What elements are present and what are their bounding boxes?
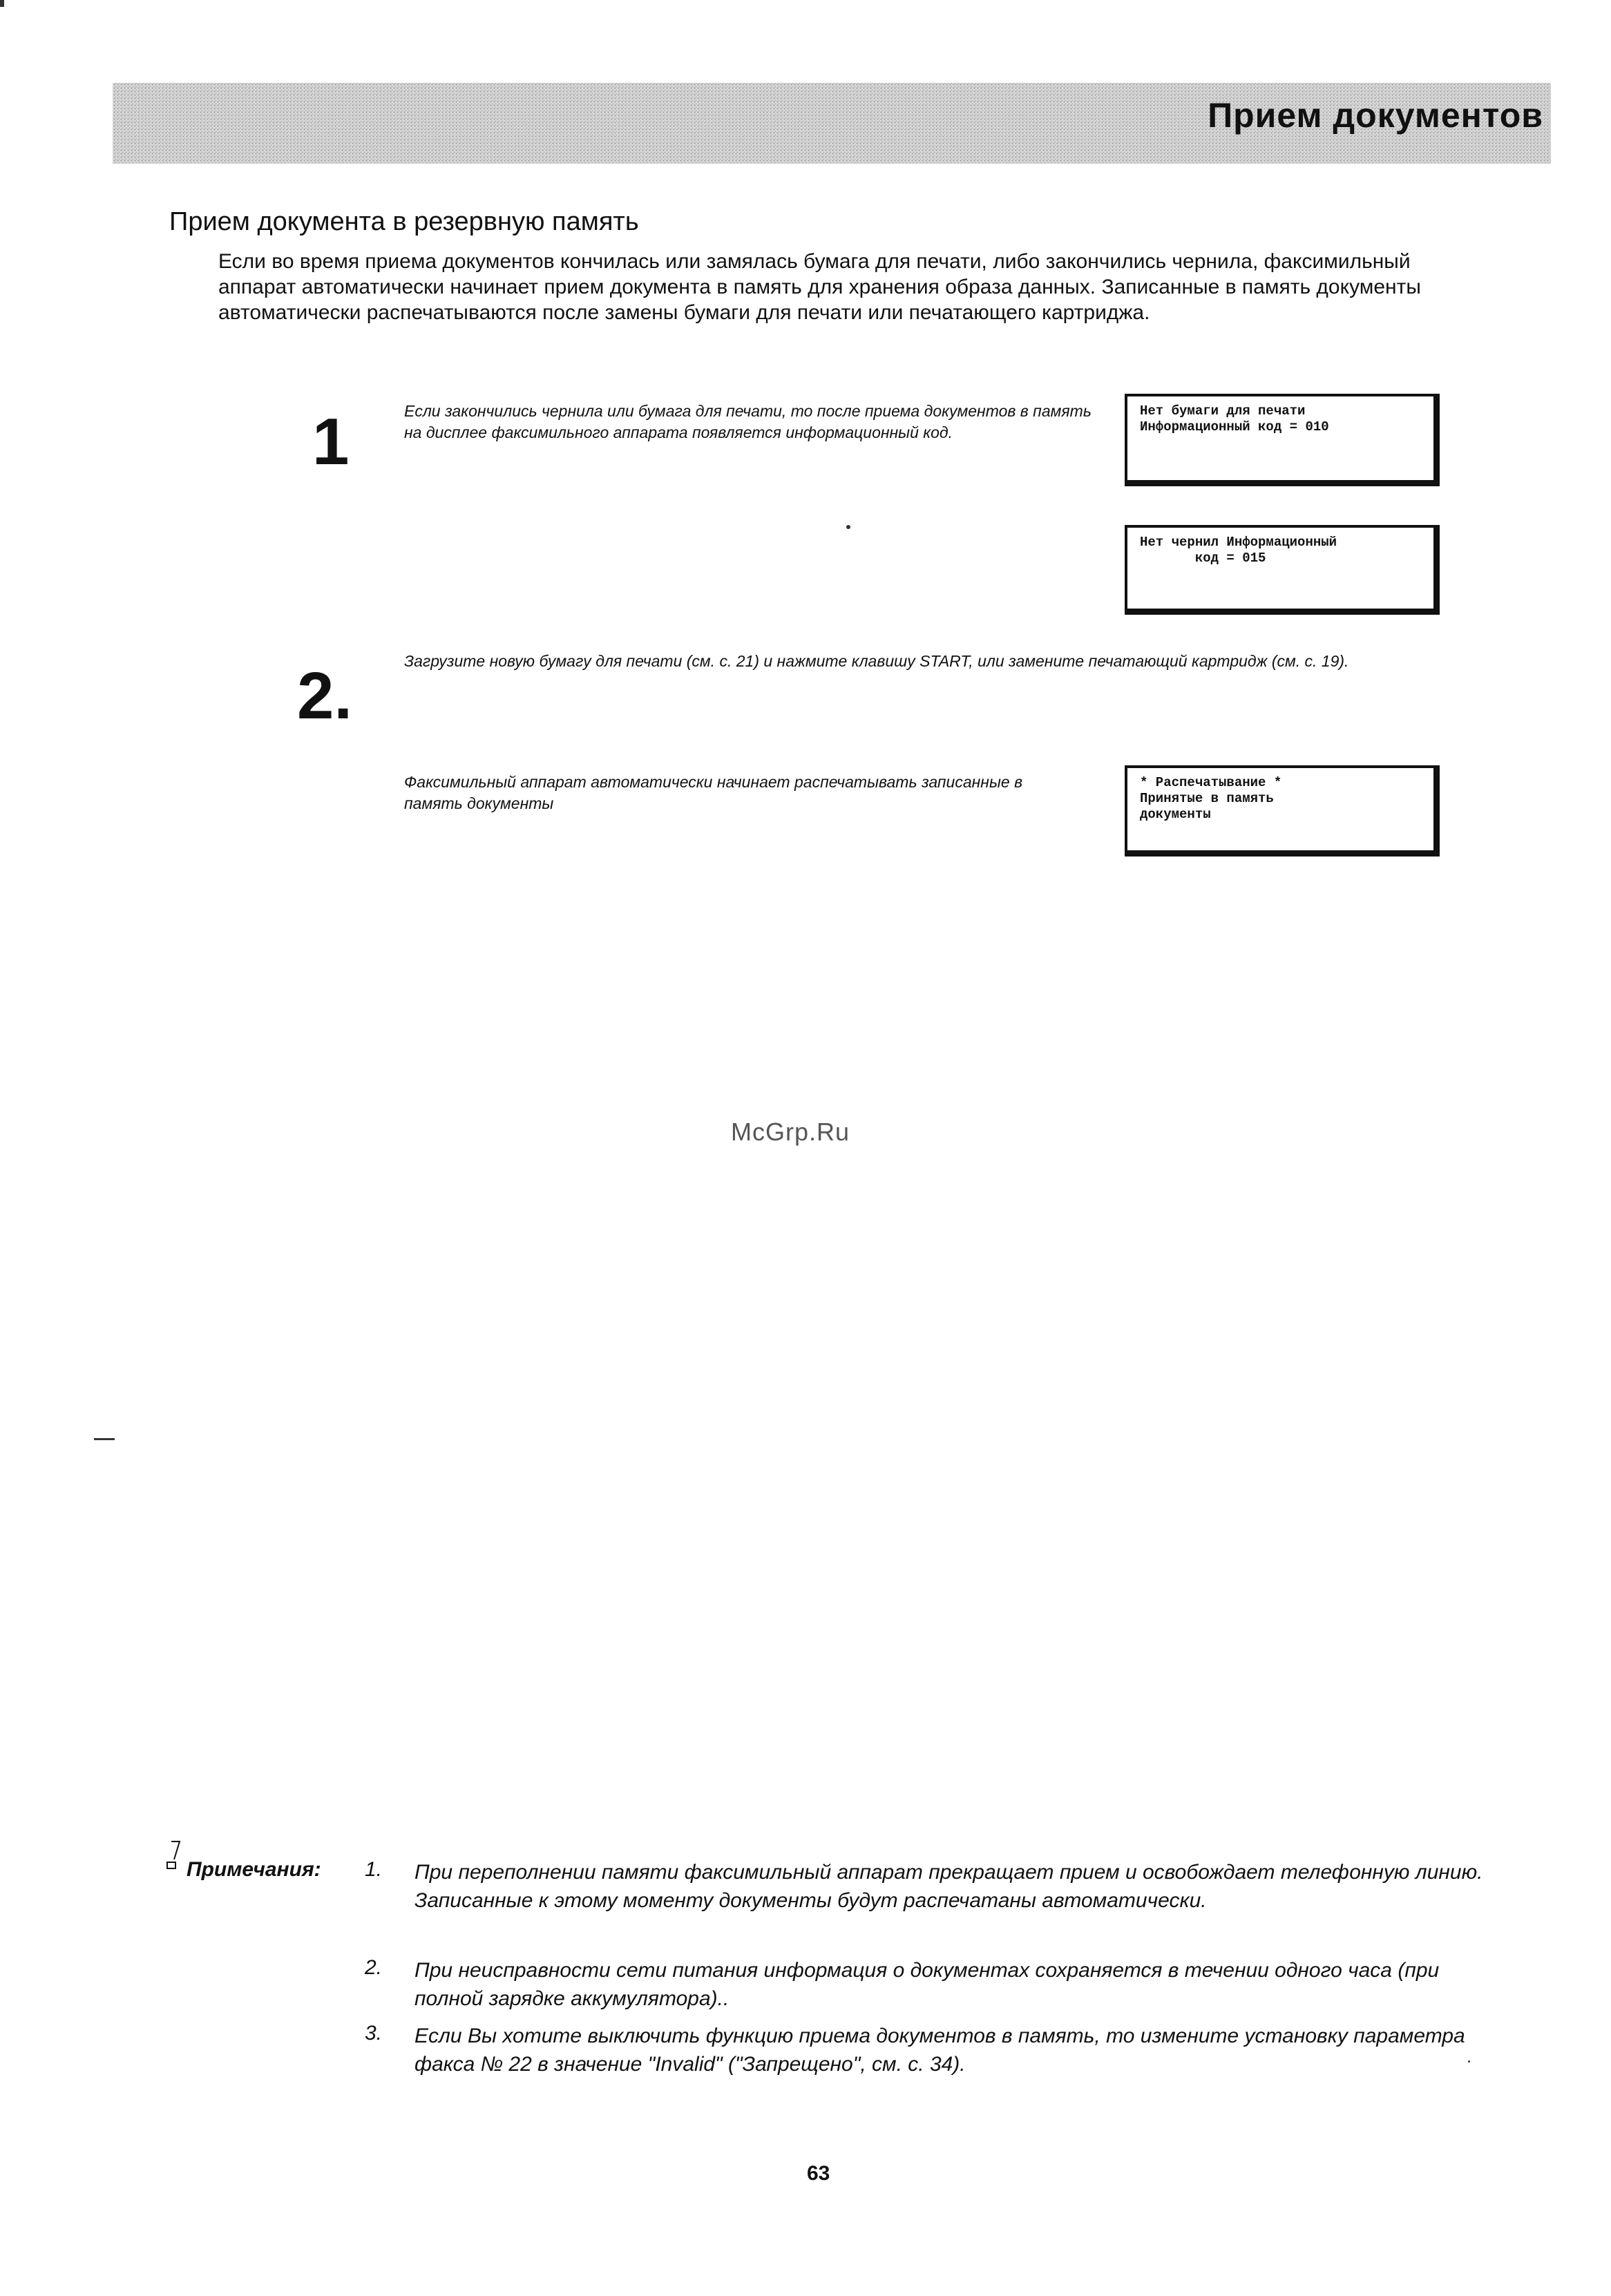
step-1-number: 1 bbox=[312, 405, 350, 479]
scan-dash-margin bbox=[94, 1438, 115, 1440]
intro-paragraph: Если во время приема документов кончилась или замялась бумага для печати, либо закончились чернила, факсимильный аппарат автоматически начинает прием документа в память для хранения образа данных. Записанные в память документы автоматически распечатываются после замены бумаги для печати или печатающего картриджа. bbox=[218, 250, 1421, 324]
note-2-number: 2. bbox=[364, 1956, 382, 1979]
lcd-display-printing: * Распечатывание * Принятые в память документы bbox=[1125, 765, 1440, 857]
note-3-text: Если Вы хотите выключить функцию приема документов в память, то измените установку параметра факса № 22 в значение "Invalid" ("Запрещено", см. с. 34). bbox=[414, 2025, 1465, 2076]
lcd-display-no-paper: Нет бумаги для печати Информационный код = 010 bbox=[1125, 394, 1440, 486]
scan-speck-right bbox=[1468, 2060, 1470, 2063]
step-2-text: Загрузите новую бумагу для печати (см. с. 21) и нажмите клавишу START, или замените печатающий картридж (см. с. 19). bbox=[404, 652, 1349, 670]
step-1-text: Если закончились чернила или бумага для печати, то после приема документов в память на дисплее факсимильного аппарата появляется информационный код. bbox=[404, 402, 1092, 441]
note-3-number: 3. bbox=[364, 2022, 382, 2045]
scan-mark-corner bbox=[0, 0, 4, 7]
page-title: Прием документов bbox=[1208, 96, 1543, 135]
note-1-text: При переполнении памяти факсимильный аппарат прекращает прием и освобождает телефонную линию. Записанные к этому моменту документы будут распечатаны автоматически. bbox=[414, 1861, 1483, 1912]
section-heading: Прием документа в резервную память bbox=[169, 207, 639, 236]
page-number: 63 bbox=[807, 2162, 830, 2185]
note-2-text: При неисправности сети питания информация о документах сохраняется в течении одного часа (при полной зарядке аккумулятора).. bbox=[414, 1959, 1440, 2010]
note-1-number: 1. bbox=[364, 1858, 382, 1881]
step-2-subtext: Факсимильный аппарат автоматически начинает распечатывать записанные в память документы bbox=[404, 773, 1023, 812]
lcd-display-no-ink: Нет чернил Информационный код = 015 bbox=[1125, 525, 1440, 615]
scan-speck bbox=[846, 525, 850, 529]
note-icon bbox=[166, 1839, 184, 1873]
watermark: McGrp.Ru bbox=[731, 1118, 850, 1146]
step-2-number: 2. bbox=[297, 659, 353, 733]
notes-label: Примечания: bbox=[187, 1858, 321, 1881]
